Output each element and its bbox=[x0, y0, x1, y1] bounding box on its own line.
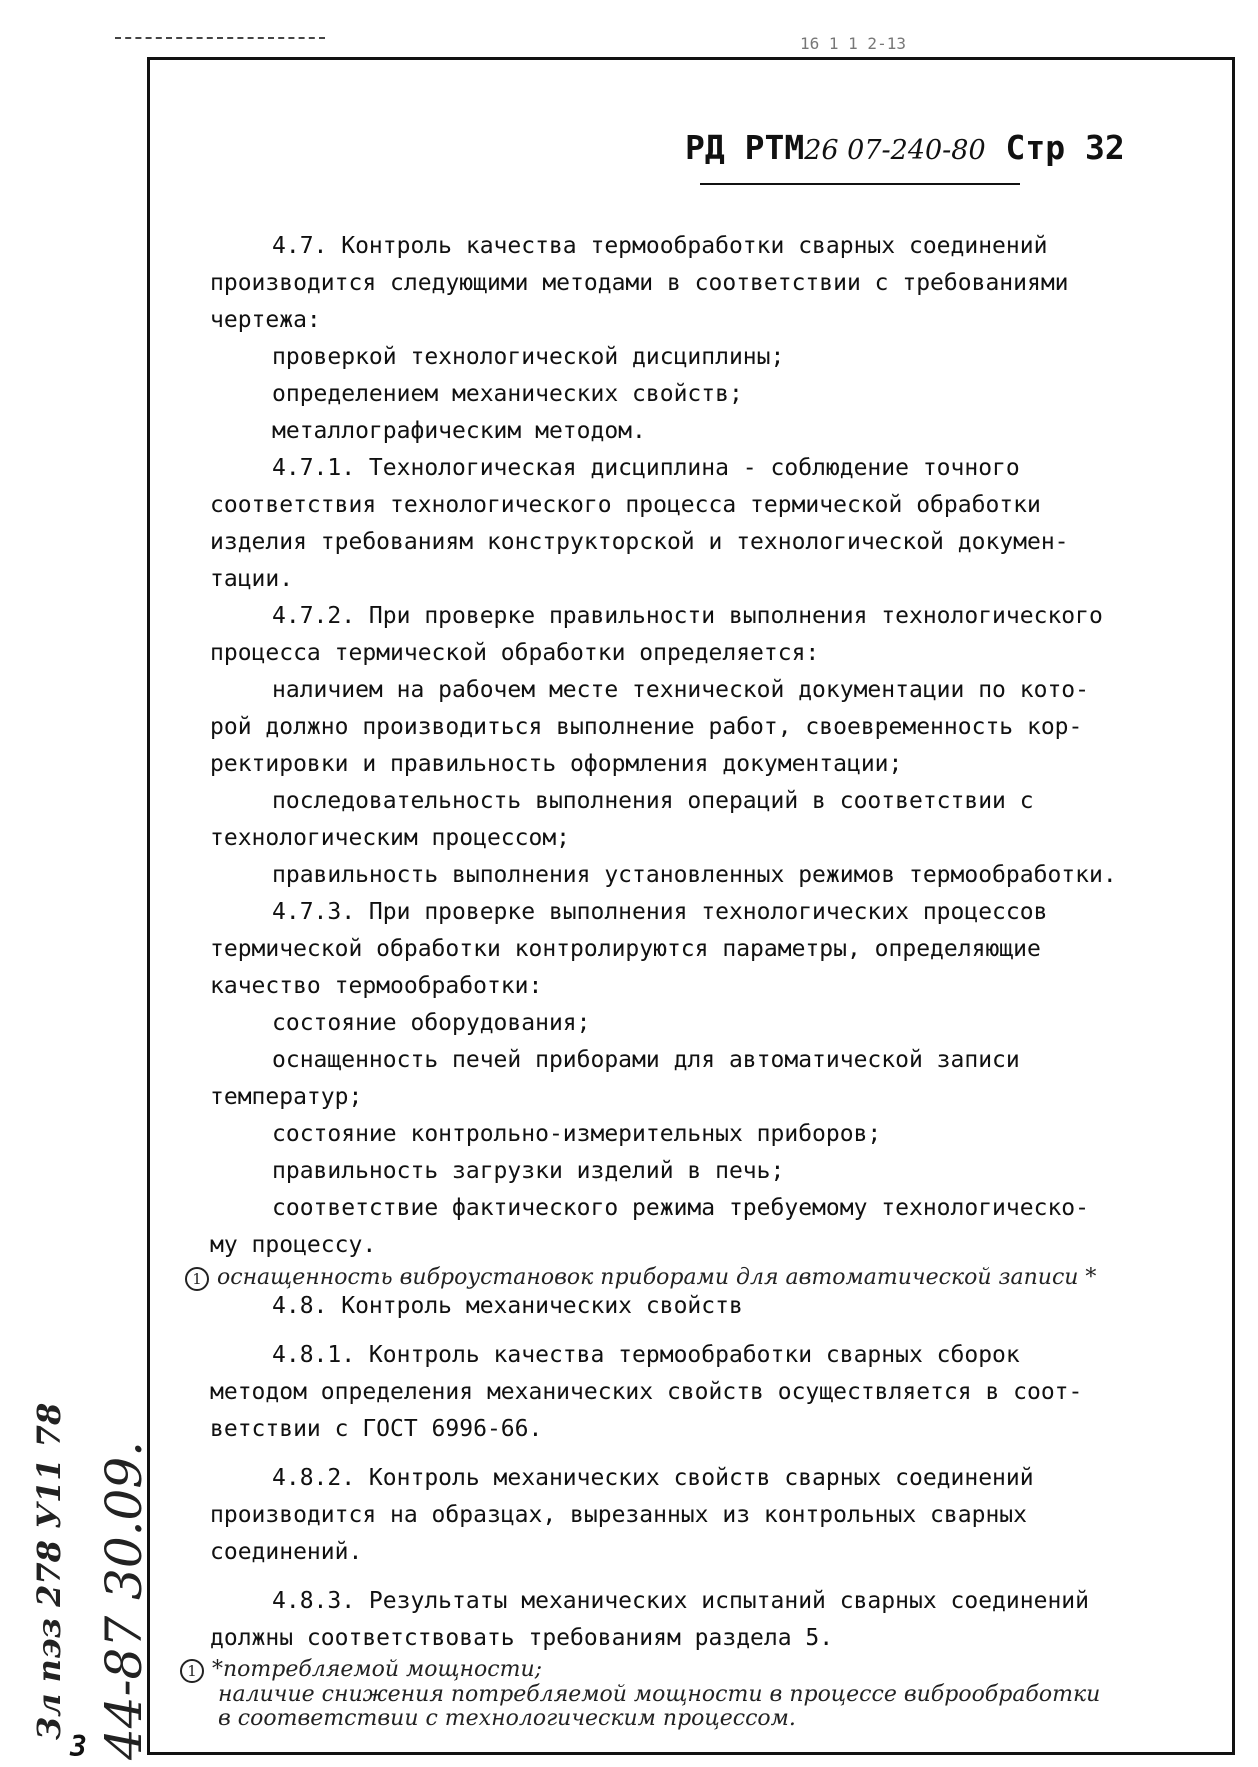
text-line: металлографическим методом. bbox=[272, 418, 646, 444]
margin-stamp-line-2: 44-87 30.09. bbox=[95, 1440, 153, 1760]
text-line: ветствии с ГОСТ 6996-66. bbox=[210, 1416, 543, 1442]
text-line: термической обработки контролируются параметры, определяющие bbox=[210, 936, 1041, 962]
note-2-line-1: *потребляемой мощности; bbox=[212, 1657, 543, 1682]
text-line: му процессу. bbox=[210, 1232, 377, 1258]
text-line: соответствия технологического процесса термической обработки bbox=[210, 492, 1041, 518]
text-line: технологическим процессом; bbox=[210, 825, 571, 851]
text-line: правильность загрузки изделий в печь; bbox=[272, 1158, 785, 1184]
text-line: 4.7.1. Технологическая дисциплина - соблюдение точного bbox=[272, 455, 1020, 481]
document-body bbox=[210, 228, 1220, 1657]
text-line: рой должно производиться выполнение работ, своевременность кор- bbox=[210, 714, 1083, 740]
paragraph-gap bbox=[210, 1571, 1220, 1583]
note-2-line-3: в соответствии с технологическим процессом. bbox=[218, 1706, 796, 1731]
text-line: 4.8. Контроль механических свойств bbox=[272, 1293, 743, 1319]
note-marker-circle: 1 bbox=[180, 1659, 204, 1683]
text-line: 4.7.3. При проверке выполнения технологических процессов bbox=[272, 899, 1048, 925]
text-line: методом определения механических свойств осуществляется в соот- bbox=[210, 1379, 1083, 1405]
top-code: 16 1 1 2-13 bbox=[800, 34, 906, 53]
text-line: изделия требованиям конструкторской и технологической докумен- bbox=[210, 529, 1069, 555]
text-line: процесса термической обработки определяется: bbox=[210, 640, 820, 666]
text-line: температур; bbox=[210, 1084, 363, 1110]
text-line: 4.7. Контроль качества термообработки сварных соединений bbox=[272, 233, 1048, 259]
text-line: проверкой технологической дисциплины; bbox=[272, 344, 785, 370]
text-line: 4.7.2. При проверке правильности выполнения технологического bbox=[272, 603, 1103, 629]
text-line: ректировки и правильность оформления документации; bbox=[210, 751, 903, 777]
text-line: тации. bbox=[210, 566, 294, 592]
note-1-text: оснащенность виброустановок приборами для автоматической записи * bbox=[217, 1265, 1097, 1290]
note-marker-circle: 1 bbox=[185, 1267, 209, 1291]
text-line: наличием на рабочем месте технической документации по кото- bbox=[272, 677, 1089, 703]
text-line: определением механических свойств; bbox=[272, 381, 743, 407]
text-line: состояние контрольно-измерительных приборов; bbox=[272, 1121, 882, 1147]
text-line: чертежа: bbox=[210, 307, 321, 333]
text-line: 4.8.1. Контроль качества термообработки сварных сборок bbox=[272, 1342, 1020, 1368]
margin-stamp-line-1: Зл пэз 278 У11 78 bbox=[30, 1402, 68, 1740]
doc-prefix: РД РТМ bbox=[685, 128, 805, 167]
paragraph-gap bbox=[210, 1325, 1220, 1337]
text-line: производится следующими методами в соответствии с требованиями bbox=[210, 270, 1069, 296]
paragraph-gap bbox=[210, 1448, 1220, 1460]
text-line: качество термообработки: bbox=[210, 973, 543, 999]
text-line: оснащенность печей приборами для автоматической записи bbox=[272, 1047, 1020, 1073]
top-dashed-rule bbox=[115, 37, 325, 39]
text-line: соответствие фактического режима требуемому технологическо- bbox=[272, 1195, 1089, 1221]
text-line: правильность выполнения установленных режимов термообработки. bbox=[272, 862, 1117, 888]
note-2-line-2: наличие снижения потребляемой мощности в процессе виброобработки bbox=[218, 1682, 1101, 1707]
margin-number: 3 bbox=[70, 1730, 87, 1763]
header-underline bbox=[700, 183, 1020, 185]
text-line: состояние оборудования; bbox=[272, 1010, 591, 1036]
text-line: соединений. bbox=[210, 1539, 363, 1565]
doc-number: 26 07-240-80 bbox=[804, 135, 986, 166]
text-line: должны соответствовать требованиям раздела 5. bbox=[210, 1625, 834, 1651]
handwritten-note-1 bbox=[185, 1265, 1096, 1291]
text-line: 4.8.3. Результаты механических испытаний сварных соединений bbox=[272, 1588, 1089, 1614]
text-line: 4.8.2. Контроль механических свойств сварных соединений bbox=[272, 1465, 1034, 1491]
page-label: Стр 32 bbox=[1005, 128, 1125, 167]
text-line: последовательность выполнения операций в соответствии с bbox=[272, 788, 1034, 814]
handwritten-note-2 bbox=[180, 1658, 1100, 1731]
document-header bbox=[685, 128, 1125, 167]
text-line: производится на образцах, вырезанных из контрольных сварных bbox=[210, 1502, 1027, 1528]
